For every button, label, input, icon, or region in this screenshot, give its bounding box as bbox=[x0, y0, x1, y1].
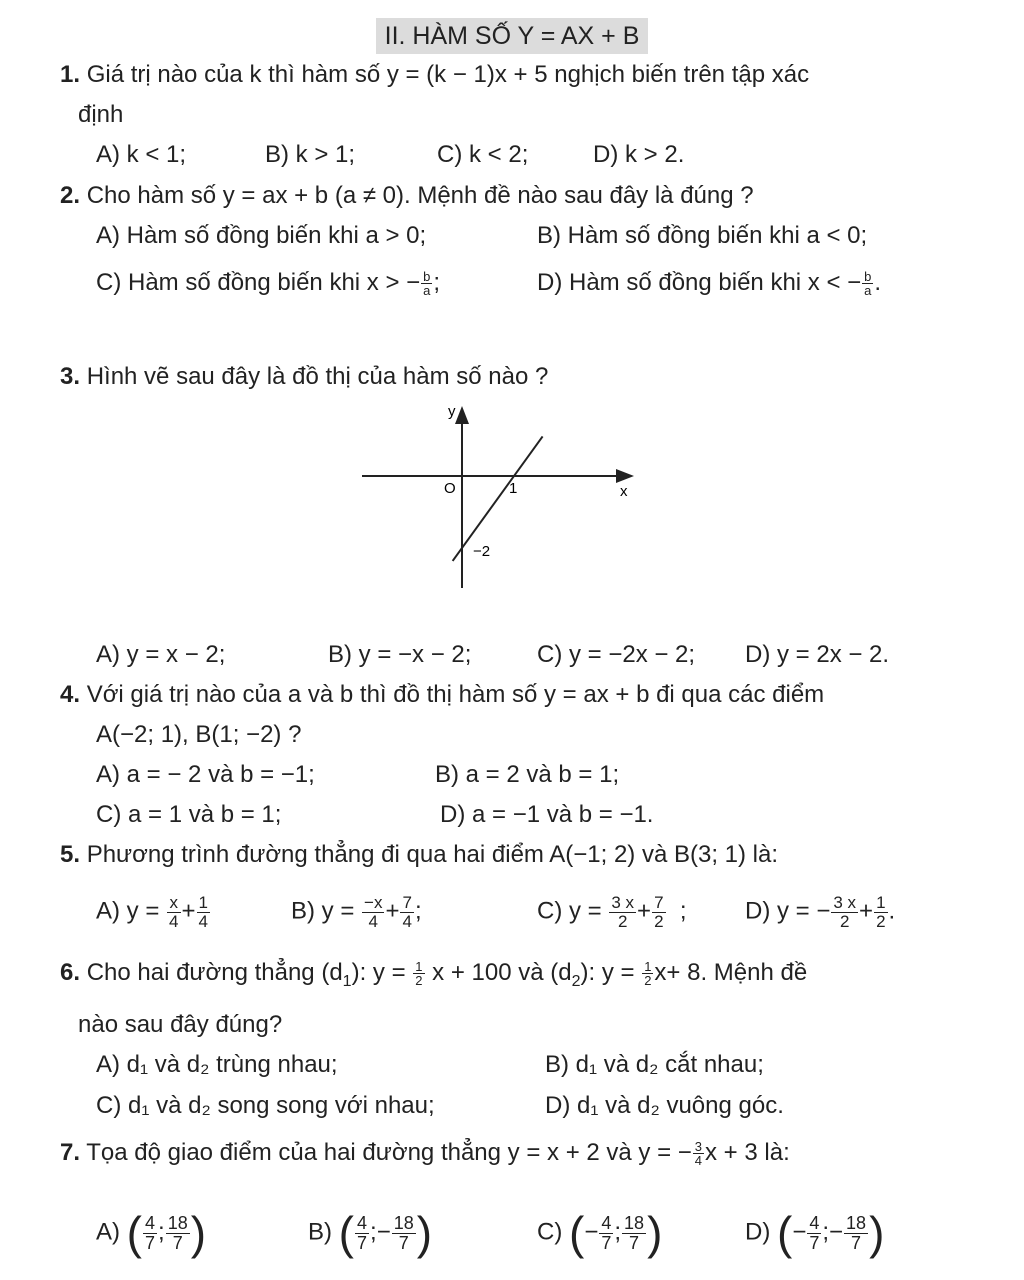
fraction: $\frac{1}{2}$ bbox=[415, 958, 423, 989]
question-3 bbox=[60, 362, 548, 392]
q7-option-c[interactable]: C) (− $\frac{4}{7}$ ; $\frac{18}{7}$ ) bbox=[537, 1207, 663, 1259]
fraction: $\frac{4}{7}$ bbox=[145, 1212, 156, 1253]
q6-option-a[interactable]: A) d₁ và d₂ trùng nhau; bbox=[96, 1051, 338, 1078]
option-text: D) Hàm số đồng biến khi x < − bbox=[537, 269, 862, 296]
x-axis-arrow-icon bbox=[616, 469, 634, 483]
fraction: $\frac{b}{a}$ bbox=[864, 268, 872, 299]
q3-option-a[interactable]: A) y = x − 2; bbox=[96, 641, 226, 668]
fraction: $\frac{18}{7}$ bbox=[167, 1212, 188, 1253]
x-axis-label: x bbox=[620, 483, 628, 500]
q6-option-d[interactable]: D) d₁ và d₂ vuông góc. bbox=[545, 1092, 784, 1119]
fraction: $\frac{1}{2}$ bbox=[876, 893, 886, 931]
question-number: 7. bbox=[60, 1139, 81, 1166]
q5-option-c[interactable]: C) y = $\frac{3 x}{2}$ + $\frac{7}{2}$ ; bbox=[537, 893, 687, 931]
y-axis-arrow-icon bbox=[455, 406, 469, 424]
y-tick-label: −2 bbox=[473, 543, 491, 560]
fraction: $\frac{4}{7}$ bbox=[601, 1212, 612, 1253]
q7-option-a[interactable]: A) ( $\frac{4}{7}$ ; $\frac{18}{7}$ ) bbox=[96, 1207, 207, 1259]
question-number: 2. bbox=[60, 182, 81, 209]
question-text: Phương trình đường thẳng đi qua hai điểm A(−1; 2) và B(3; 1) là: bbox=[86, 841, 779, 868]
q3-option-d[interactable]: D) y = 2x − 2. bbox=[745, 641, 890, 668]
fraction: $\frac{7}{4}$ bbox=[402, 893, 412, 931]
y-axis-label: y bbox=[448, 403, 456, 420]
q5-option-a[interactable]: A) y = $\frac{x}{4}$ + $\frac{1}{4}$ bbox=[96, 893, 208, 931]
fraction: $\frac{4}{7}$ bbox=[357, 1212, 368, 1253]
question-1 bbox=[60, 60, 809, 90]
fraction: $\frac{18}{7}$ bbox=[846, 1212, 867, 1253]
question-number: 4. bbox=[60, 681, 81, 708]
q1-option-b[interactable]: B) k > 1; bbox=[265, 141, 356, 168]
fraction: $\frac{4}{7}$ bbox=[809, 1212, 820, 1253]
question-1-text-cont: định bbox=[78, 101, 124, 128]
q1-option-d[interactable]: D) k > 2. bbox=[593, 141, 685, 168]
q4-option-c[interactable]: C) a = 1 và b = 1; bbox=[96, 801, 282, 828]
fraction: $\frac{1}{2}$ bbox=[644, 958, 652, 989]
q1-option-a[interactable]: A) k < 1; bbox=[96, 141, 187, 168]
q6-option-b[interactable]: B) d₁ và d₂ cắt nhau; bbox=[545, 1051, 764, 1078]
q2-option-b[interactable]: B) Hàm số đồng biến khi a < 0; bbox=[537, 222, 868, 249]
q3-option-b[interactable]: B) y = −x − 2; bbox=[328, 641, 472, 668]
question-number: 5. bbox=[60, 841, 81, 868]
fraction: $\frac{3 x}{2}$ bbox=[611, 893, 635, 931]
question-6: 6. Cho hai đường thẳng $(d_1)$: y = $\frac{1}{2}$ x + 100 và $(d_2)$: y = $\frac{1}{2}$ x+ 8. Mệnh đề bbox=[60, 958, 808, 990]
fraction: $\frac{b}{a}$ bbox=[423, 268, 431, 299]
question-6-text-cont: nào sau đây đúng? bbox=[78, 1011, 283, 1038]
q2-option-c[interactable]: C) Hàm số đồng biến khi x > − $\frac{b}{a}$ ; bbox=[96, 268, 441, 299]
fraction: $\frac{x}{4}$ bbox=[169, 893, 179, 931]
fraction: $\frac{3 x}{2}$ bbox=[833, 893, 857, 931]
q5-option-b[interactable]: B) y = $\frac{-x}{4}$ + $\frac{7}{4}$ ; bbox=[291, 893, 422, 931]
q4-option-b[interactable]: B) a = 2 và b = 1; bbox=[435, 761, 620, 788]
fraction: $\frac{18}{7}$ bbox=[393, 1212, 414, 1253]
q3-option-c[interactable]: C) y = −2x − 2; bbox=[537, 641, 696, 668]
q7-option-b[interactable]: B) ( $\frac{4}{7}$ ;− $\frac{18}{7}$ ) bbox=[308, 1207, 433, 1259]
function-line bbox=[453, 436, 543, 561]
q4-option-a[interactable]: A) a = − 2 và b = −1; bbox=[96, 761, 315, 788]
function-graph bbox=[358, 398, 648, 598]
fraction: $\frac{1}{4}$ bbox=[198, 893, 208, 931]
question-text: Cho hàm số y = ax + b (a ≠ 0). Mệnh đề nào sau đây là đúng ? bbox=[86, 182, 754, 209]
fraction: $\frac{7}{2}$ bbox=[654, 893, 664, 931]
fraction: $\frac{-x}{4}$ bbox=[364, 893, 383, 931]
question-number: 1. bbox=[60, 61, 81, 88]
option-text: C) Hàm số đồng biến khi x > − bbox=[96, 269, 421, 296]
q2-option-a[interactable]: A) Hàm số đồng biến khi a > 0; bbox=[96, 222, 427, 249]
question-7: 7. Tọa độ giao điểm của hai đường thẳng y = x + 2 và y = − $\frac{3}{4}$ x + 3 là: bbox=[60, 1138, 790, 1169]
q2-option-d[interactable]: D) Hàm số đồng biến khi x < − $\frac{b}{a}$ . bbox=[537, 268, 882, 299]
q5-option-d[interactable]: D) y = − $\frac{3 x}{2}$ + $\frac{1}{2}$ . bbox=[745, 893, 896, 931]
question-text: Giá trị nào của k thì hàm số y = (k − 1)x + 5 nghịch biến trên tập xác bbox=[86, 61, 810, 88]
q6-option-c[interactable]: C) d₁ và d₂ song song với nhau; bbox=[96, 1092, 435, 1119]
question-2 bbox=[60, 181, 754, 211]
x-tick-label: 1 bbox=[509, 480, 518, 497]
question-text: Hình vẽ sau đây là đồ thị của hàm số nào ? bbox=[86, 363, 549, 390]
question-number: 3. bbox=[60, 363, 81, 390]
question-number: 6. bbox=[60, 959, 81, 986]
q1-option-c[interactable]: C) k < 2; bbox=[437, 141, 529, 168]
question-text: Với giá trị nào của a và b thì đồ thị hàm số y = ax + b đi qua các điểm bbox=[86, 681, 825, 708]
fraction: $\frac{18}{7}$ bbox=[624, 1212, 645, 1253]
q4-option-d[interactable]: D) a = −1 và b = −1. bbox=[440, 801, 654, 828]
fraction: $\frac{3}{4}$ bbox=[694, 1138, 703, 1169]
question-5 bbox=[60, 840, 778, 870]
origin-label: O bbox=[444, 480, 456, 497]
question-4-text-cont: A(−2; 1), B(1; −2) ? bbox=[96, 721, 302, 748]
section-title: II. HÀM SỐ Y = AX + B bbox=[376, 18, 648, 54]
question-4 bbox=[60, 680, 824, 710]
q7-option-d[interactable]: D) (− $\frac{4}{7}$ ;− $\frac{18}{7}$ ) bbox=[745, 1207, 885, 1259]
